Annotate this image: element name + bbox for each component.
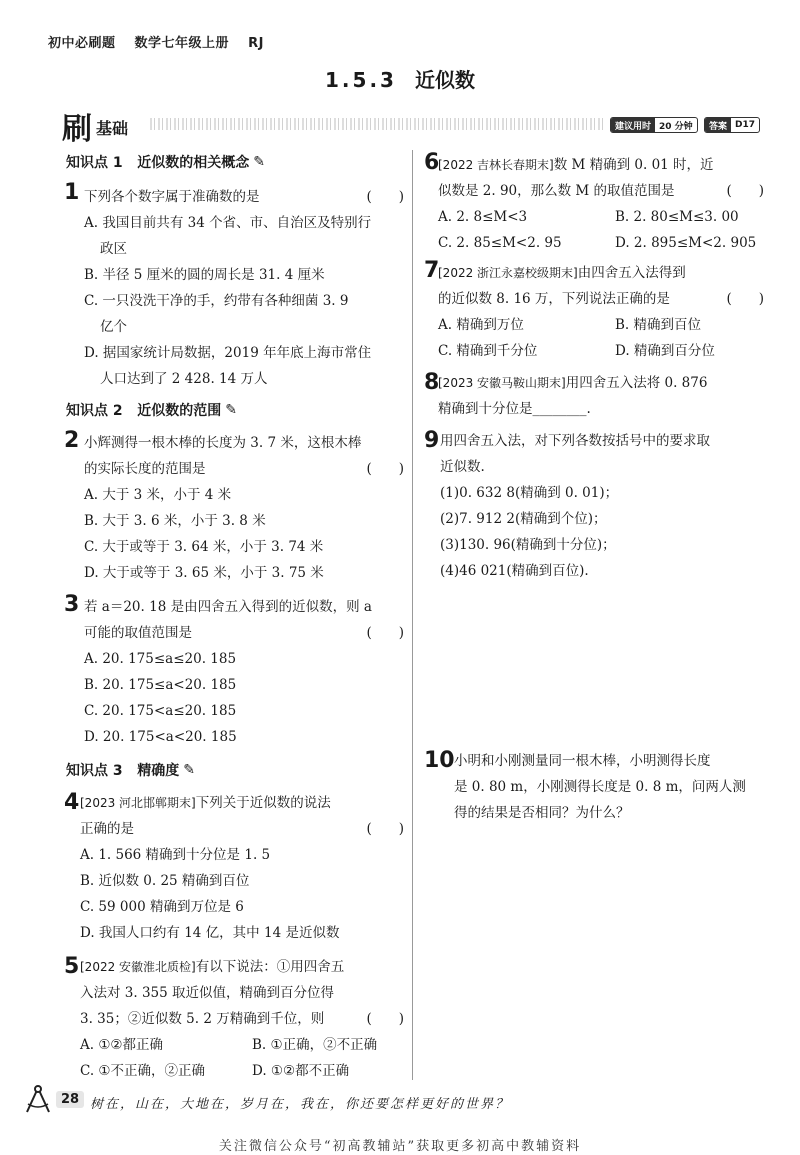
- time-label: 建议用时: [611, 118, 655, 132]
- answer-paren: ( ): [366, 625, 404, 641]
- knowledge-point-1: [66, 152, 265, 172]
- question-stem: 数 M 精确到 0. 01 时，近: [553, 157, 714, 173]
- answer-pill: [704, 117, 760, 133]
- page-number: 28: [56, 1091, 84, 1108]
- question-stem: 得的结果是否相同？为什么？: [454, 805, 630, 821]
- option: A. 2. 8≤M<3: [438, 209, 528, 225]
- answer-paren: ( ): [726, 183, 764, 199]
- question-stem: 有以下说法：①用四舍五: [195, 959, 345, 975]
- answer-paren: ( ): [366, 821, 404, 837]
- question-source: [2023 河北邯郸期末]: [80, 796, 196, 810]
- question-8: [438, 370, 764, 422]
- question-stem: 是 0. 80 m，小刚测得长度是 0. 8 m，问两人测: [454, 779, 746, 795]
- question-source: [2023 安徽马鞍山期末]: [438, 376, 566, 390]
- question-stem: 3. 35；②近似数 5. 2 万精确到千位，则: [80, 1011, 325, 1027]
- option: B. 20. 175≤a<20. 185: [84, 677, 237, 693]
- kp-label: 知识点 2: [66, 403, 123, 419]
- time-value: 20 分钟: [659, 121, 693, 132]
- question-9: [440, 428, 766, 584]
- option: 人口达到了 2 428. 14 万人: [100, 371, 268, 387]
- option: D. 20. 175<a<20. 185: [84, 729, 237, 745]
- question-number: 3: [64, 592, 80, 617]
- answer-paren: ( ): [366, 1011, 404, 1027]
- running-header: [48, 32, 278, 51]
- bottom-note: 关注微信公众号“初高教辅站”获取更多初高中教辅资料: [218, 1139, 582, 1154]
- book-name: 数学七年级上册: [134, 36, 230, 51]
- time-pill: [610, 117, 698, 133]
- column-divider: [412, 150, 413, 1080]
- question-number: 10: [424, 748, 455, 773]
- question-source: [2022 安徽淮北质检]: [80, 960, 196, 974]
- question-number: 2: [64, 428, 80, 453]
- option: 亿个: [100, 319, 127, 335]
- question-stem: 用四舍五入法，对下列各数按括号中的要求取: [440, 433, 710, 449]
- kp-label: 知识点 3: [66, 763, 123, 779]
- brush-char: 刷: [62, 112, 92, 147]
- question-4: [80, 790, 404, 946]
- question-3: [84, 594, 404, 750]
- question-5: [80, 954, 404, 1084]
- option: B. 近似数 0. 25 精确到百位: [80, 873, 250, 889]
- knowledge-point-3: [66, 760, 195, 780]
- section-title: [0, 64, 800, 93]
- question-stem: 正确的是: [80, 821, 134, 837]
- question-stem: 小明和小刚测量同一根木棒，小明测得长度: [454, 753, 711, 769]
- answer-paren: ( ): [726, 291, 764, 307]
- option: D. 精确到百分位: [615, 343, 715, 359]
- option: A. 我国目前共有 34 个省、市、自治区及特别行: [84, 215, 372, 231]
- question-stem: 的近似数 8. 16 万，下列说法正确的是: [438, 291, 670, 307]
- compass-icon: [22, 1084, 54, 1114]
- question-number: 4: [64, 790, 80, 815]
- section-number: 1.5.3: [325, 68, 397, 92]
- option: B. ①正确，②不正确: [252, 1037, 378, 1053]
- option: D. 2. 895≤M<2. 905: [615, 235, 757, 251]
- banner-stripe: [150, 118, 605, 130]
- option: D. 我国人口约有 14 亿，其中 14 是近似数: [80, 925, 340, 941]
- sub-item: (3)130. 96(精确到十分位)；: [440, 537, 616, 553]
- question-number: 9: [424, 428, 440, 453]
- question-10: [454, 748, 770, 826]
- question-stem: 可能的取值范围是: [84, 625, 192, 641]
- question-6: [438, 152, 764, 256]
- option: A. ①②都正确: [80, 1037, 164, 1053]
- option: D. 大于或等于 3. 65 米，小于 3. 75 米: [84, 565, 324, 581]
- question-stem: 下列各个数字属于准确数的是: [84, 189, 260, 205]
- question-stem: 小辉测得一根木棒的长度为 3. 7 米，这根木棒: [84, 435, 362, 451]
- question-stem: 的实际长度的范围是: [84, 461, 206, 477]
- option: B. 半径 5 厘米的圆的周长是 31. 4 厘米: [84, 267, 325, 283]
- question-number: 1: [64, 180, 80, 205]
- series-name: 初中必刷题: [48, 36, 116, 51]
- question-number: 6: [424, 150, 440, 175]
- option: 政区: [100, 241, 127, 257]
- question-number: 8: [424, 370, 440, 395]
- answer-paren: ( ): [366, 189, 404, 205]
- kp-title: 近似数的相关概念: [137, 155, 250, 171]
- kp-title: 精确度: [137, 763, 180, 779]
- option: A. 20. 175≤a≤20. 185: [84, 651, 237, 667]
- question-stem: 似数是 2. 90，那么数 M 的取值范围是: [438, 183, 675, 199]
- question-source: [2022 浙江永嘉校级期末]: [438, 266, 578, 280]
- question-2: [84, 430, 404, 586]
- answer-paren: ( ): [366, 461, 404, 477]
- kp-title: 近似数的范围: [137, 403, 222, 419]
- option: A. 1. 566 精确到十分位是 1. 5: [80, 847, 271, 863]
- question-number: 7: [424, 258, 440, 283]
- option: C. 一只没洗干净的手，约带有各种细菌 3. 9: [84, 293, 349, 309]
- knowledge-point-2: [66, 400, 237, 420]
- question-stem: 精确到十分位是________.: [438, 401, 591, 417]
- question-stem: 由四舍五入法得到: [577, 265, 686, 281]
- section-name: 近似数: [414, 68, 475, 92]
- option: C. ①不正确，②正确: [80, 1063, 206, 1079]
- option: B. 精确到百位: [615, 317, 702, 333]
- question-source: [2022 吉林长春期末]: [438, 158, 554, 172]
- question-1: [84, 184, 404, 392]
- sub-item: (1)0. 632 8(精确到 0. 01)；: [440, 485, 619, 501]
- option: C. 精确到千分位: [438, 343, 538, 359]
- slogan: 树在，山在，大地在，岁月在，我在，你还要怎样更好的世界？: [90, 1097, 511, 1112]
- question-number: 5: [64, 954, 80, 979]
- option: C. 大于或等于 3. 64 米，小于 3. 74 米: [84, 539, 324, 555]
- check-seal-icon: ✎: [183, 762, 195, 778]
- question-7: [438, 260, 764, 364]
- option: C. 20. 175<a≤20. 185: [84, 703, 237, 719]
- answer-value: D17: [735, 120, 756, 130]
- question-stem: 入法对 3. 355 取近似值，精确到百分位得: [80, 985, 335, 1001]
- option: D. 据国家统计局数据，2019 年年底上海市常住: [84, 345, 372, 361]
- sub-item: (2)7. 912 2(精确到个位)；: [440, 511, 607, 527]
- question-stem: 下列关于近似数的说法: [195, 795, 331, 811]
- check-seal-icon: ✎: [253, 154, 265, 170]
- option: C. 59 000 精确到万位是 6: [80, 899, 244, 915]
- option: B. 大于 3. 6 米，小于 3. 8 米: [84, 513, 266, 529]
- option: A. 精确到万位: [438, 317, 524, 333]
- answer-label: 答案: [705, 118, 731, 132]
- option: D. ①②都不正确: [252, 1063, 350, 1079]
- question-stem: 近似数.: [440, 459, 485, 475]
- practice-banner: [62, 104, 762, 147]
- sub-item: (4)46 021(精确到百位).: [440, 563, 589, 579]
- option: B. 2. 80≤M≤3. 00: [615, 209, 739, 225]
- question-stem: 若 a＝20. 18 是由四舍五入得到的近似数，则 a: [84, 599, 372, 615]
- question-stem: 用四舍五入法将 0. 876: [565, 375, 708, 391]
- kp-label: 知识点 1: [66, 155, 123, 171]
- page-footer: [22, 1084, 84, 1114]
- option: C. 2. 85≤M<2. 95: [438, 235, 562, 251]
- edition: RJ: [248, 36, 264, 51]
- option: A. 大于 3 米，小于 4 米: [84, 487, 232, 503]
- check-seal-icon: ✎: [225, 402, 237, 418]
- level-label: 基础: [96, 119, 129, 138]
